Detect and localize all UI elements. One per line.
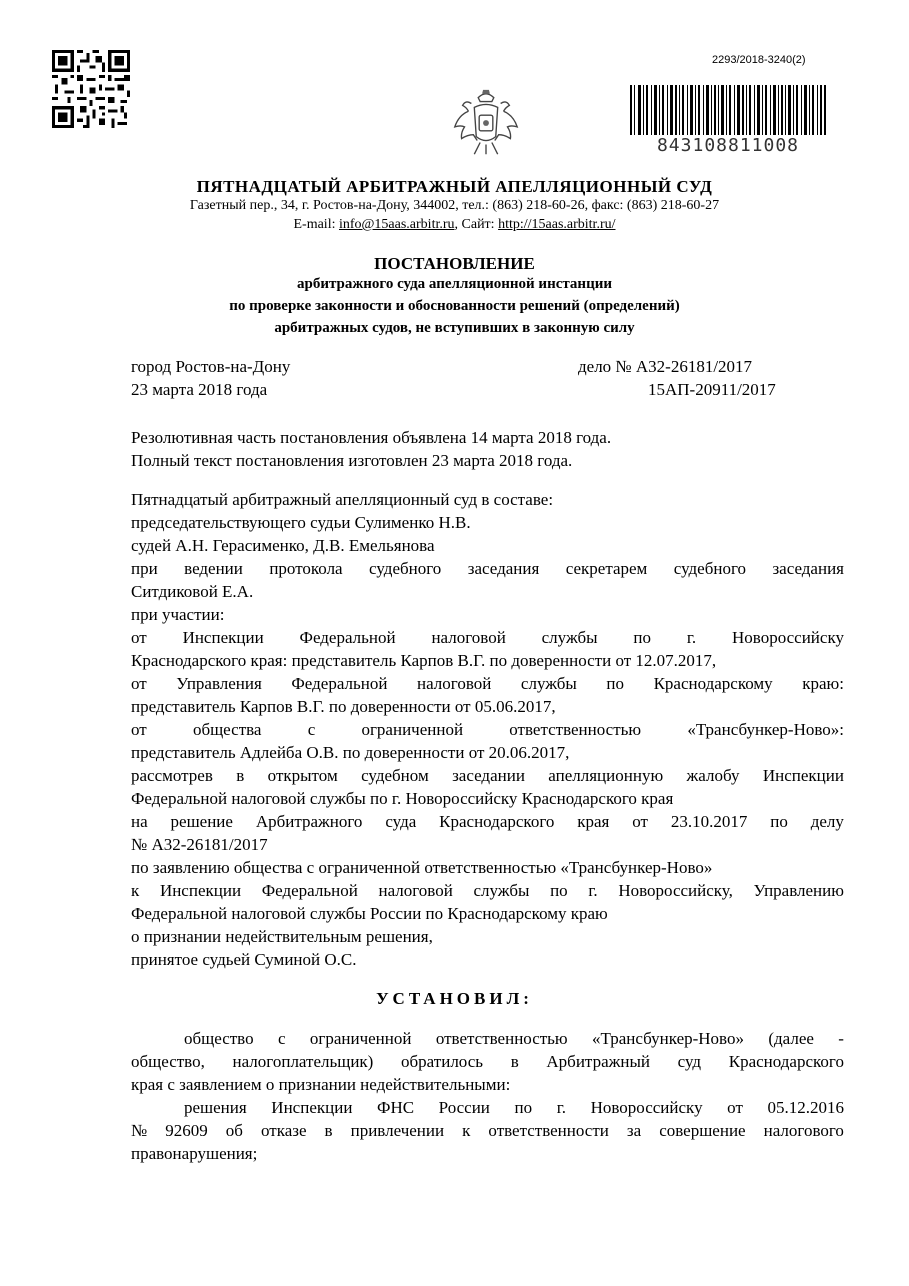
word: Новороссийску bbox=[590, 1098, 703, 1117]
site-link[interactable]: http://15aas.arbitr.ru/ bbox=[498, 217, 616, 232]
word: к bbox=[462, 1121, 471, 1140]
word: делу bbox=[810, 812, 844, 831]
justified-line bbox=[131, 1121, 844, 1141]
word: общество bbox=[184, 1029, 254, 1048]
word: Управления bbox=[176, 674, 262, 693]
word: к bbox=[131, 881, 140, 900]
word: общество, bbox=[131, 1052, 205, 1071]
word: при bbox=[131, 559, 158, 578]
word: заседания bbox=[772, 559, 844, 578]
body-line: представитель Карпов В.Г. по доверенности от 05.06.2017, bbox=[131, 697, 556, 716]
word: «Трансбункер-Ново» bbox=[592, 1029, 744, 1048]
word: в bbox=[236, 766, 245, 785]
word: Новороссийску, bbox=[618, 881, 733, 900]
appeal-number: 15АП-20911/2017 bbox=[648, 380, 776, 399]
word: № bbox=[131, 1121, 148, 1140]
body-line: при участии: bbox=[131, 605, 225, 624]
document-subtitle-1: арбитражного суда апелляционной инстанции bbox=[296, 276, 612, 292]
word: по bbox=[606, 674, 624, 693]
word: рассмотрев bbox=[131, 766, 213, 785]
word: отказе bbox=[260, 1121, 307, 1140]
document-subtitle-2: по проверке законности и обоснованности решений (определений) bbox=[229, 298, 680, 314]
site-label: , Сайт: bbox=[454, 217, 499, 232]
word: налогового bbox=[763, 1121, 844, 1140]
word: протокола bbox=[269, 559, 343, 578]
word: краю: bbox=[802, 674, 844, 693]
word: по bbox=[770, 812, 788, 831]
word: апелляционную bbox=[548, 766, 664, 785]
word: привлечении bbox=[350, 1121, 445, 1140]
word: ограниченной bbox=[309, 1029, 412, 1048]
word: открытом bbox=[267, 766, 338, 785]
word: суд bbox=[677, 1052, 702, 1071]
case-number: дело № А32-26181/2017 bbox=[578, 357, 753, 376]
word: ответственности bbox=[488, 1121, 609, 1140]
word: Арбитражного bbox=[255, 812, 363, 831]
word: налоговой bbox=[378, 881, 453, 900]
word: от bbox=[131, 720, 147, 739]
barcode bbox=[630, 85, 826, 141]
qr-code bbox=[52, 50, 130, 128]
word: по bbox=[514, 1098, 533, 1117]
word: решения bbox=[184, 1098, 247, 1117]
body-line: председательствующего судьи Сулименко Н.В. bbox=[131, 513, 471, 532]
word: России bbox=[438, 1098, 490, 1117]
word: об bbox=[225, 1121, 243, 1140]
word: по bbox=[550, 881, 568, 900]
word: Краснодарского bbox=[439, 812, 555, 831]
body-line: № А32-26181/2017 bbox=[131, 835, 268, 854]
barcode-digits: 843108811008 bbox=[656, 135, 800, 156]
word: налогоплательщик) bbox=[232, 1052, 374, 1071]
word: Федеральной bbox=[261, 881, 358, 900]
word: заседания bbox=[467, 559, 540, 578]
word: (далее bbox=[768, 1029, 814, 1048]
word: в bbox=[324, 1121, 333, 1140]
justified-line bbox=[184, 1098, 844, 1118]
word: ограниченной bbox=[361, 720, 464, 739]
word: Новороссийску bbox=[732, 628, 844, 647]
justified-line bbox=[131, 674, 844, 694]
word: по bbox=[633, 628, 651, 647]
word: от bbox=[632, 812, 648, 831]
word: с bbox=[307, 720, 316, 739]
word: Арбитражный bbox=[546, 1052, 650, 1071]
word: за bbox=[626, 1121, 642, 1140]
justified-line bbox=[131, 559, 844, 579]
word: г. bbox=[556, 1098, 567, 1117]
word: общества bbox=[192, 720, 262, 739]
word: секретарем bbox=[565, 559, 648, 578]
word: 23.10.2017 bbox=[670, 812, 748, 831]
body-line: Краснодарского края: представитель Карпов В.Г. по доверенности от 12.07.2017, bbox=[131, 651, 717, 670]
body-line: Федеральной налоговой службы России по Краснодарскому краю bbox=[131, 904, 608, 923]
justified-line bbox=[131, 766, 844, 786]
word: в bbox=[510, 1052, 519, 1071]
document-subtitle-3: арбитражных судов, не вступивших в законную силу bbox=[274, 320, 635, 336]
court-name: ПЯТНАДЦАТЫЙ АРБИТРАЖНЫЙ АПЕЛЛЯЦИОННЫЙ СУД bbox=[196, 177, 713, 196]
word: заседании bbox=[452, 766, 525, 785]
body-line: Ситдиковой Е.А. bbox=[131, 582, 254, 601]
justified-line bbox=[131, 628, 844, 648]
body-line: по заявлению общества с ограниченной ответственностью «Трансбункер-Ново» bbox=[131, 858, 713, 877]
word: судебном bbox=[361, 766, 429, 785]
word: «Трансбункер-Ново»: bbox=[687, 720, 844, 739]
word: Краснодарского bbox=[728, 1052, 844, 1071]
body-line: принятое судьей Суминой О.С. bbox=[131, 950, 357, 969]
word: суда bbox=[385, 812, 417, 831]
full-text-made: Полный текст постановления изготовлен 23 марта 2018 года. bbox=[131, 451, 573, 470]
justified-line bbox=[184, 1029, 844, 1049]
body-line: правонарушения; bbox=[131, 1144, 258, 1163]
word: 05.12.2016 bbox=[767, 1098, 844, 1117]
body-line: Пятнадцатый арбитражный апелляционный суд в составе: bbox=[131, 490, 554, 509]
word: обратилось bbox=[401, 1052, 484, 1071]
word: - bbox=[838, 1029, 844, 1048]
word: службы bbox=[473, 881, 530, 900]
word: судебного bbox=[369, 559, 442, 578]
word: г. bbox=[588, 881, 598, 900]
word: Инспекции bbox=[182, 628, 264, 647]
word: края bbox=[577, 812, 610, 831]
word: ответственностью bbox=[509, 720, 642, 739]
email-label: E-mail: bbox=[293, 217, 339, 232]
word: налоговой bbox=[431, 628, 506, 647]
word: от bbox=[131, 628, 147, 647]
word: на bbox=[131, 812, 148, 831]
word: Федеральной bbox=[299, 628, 396, 647]
word: ответственностью bbox=[435, 1029, 568, 1048]
case-code: 2293/2018-3240(2) bbox=[712, 54, 806, 66]
court-contacts bbox=[0, 217, 909, 233]
resolution-announced: Резолютивная часть постановления объявлена 14 марта 2018 года. bbox=[131, 428, 612, 447]
word: Управлению bbox=[753, 881, 844, 900]
word: судебного bbox=[673, 559, 746, 578]
word: Инспекции bbox=[271, 1098, 353, 1117]
city: город Ростов-на-Дону bbox=[131, 357, 291, 376]
justified-line bbox=[131, 881, 844, 901]
word: ФНС bbox=[377, 1098, 415, 1117]
word: совершение bbox=[659, 1121, 746, 1140]
word: Краснодарскому bbox=[653, 674, 773, 693]
section-heading: УСТАНОВИЛ: bbox=[376, 989, 533, 1008]
word: от bbox=[131, 674, 147, 693]
body-line: представитель Адлейба О.В. по доверенности от 20.06.2017, bbox=[131, 743, 570, 762]
justified-line bbox=[131, 1052, 844, 1072]
body-line: Федеральной налоговой службы по г. Новороссийску Краснодарского края bbox=[131, 789, 674, 808]
body-line: о признании недействительным решения, bbox=[131, 927, 433, 946]
court-address: Газетный пер., 34, г. Ростов-на-Дону, 344002, тел.: (863) 218-60-26, факс: (863) 218-60-27 bbox=[189, 198, 720, 213]
word: налоговой bbox=[417, 674, 492, 693]
word: Инспекции bbox=[762, 766, 844, 785]
justified-line bbox=[131, 812, 844, 832]
word: г. bbox=[686, 628, 697, 647]
word: ведении bbox=[184, 559, 243, 578]
word: 92609 bbox=[165, 1121, 208, 1140]
word: решение bbox=[170, 812, 233, 831]
document-date: 23 марта 2018 года bbox=[131, 380, 268, 399]
justified-line bbox=[131, 720, 844, 740]
document-title: ПОСТАНОВЛЕНИЕ bbox=[374, 254, 535, 273]
word: Федеральной bbox=[291, 674, 388, 693]
word: жалобу bbox=[686, 766, 740, 785]
coat-of-arms-icon bbox=[447, 84, 525, 162]
word: Инспекции bbox=[159, 881, 242, 900]
word: службы bbox=[520, 674, 577, 693]
word: службы bbox=[541, 628, 598, 647]
body-line: судей А.Н. Герасименко, Д.В. Емельянова bbox=[131, 536, 435, 555]
email-link[interactable]: info@15aas.arbitr.ru bbox=[338, 217, 455, 232]
body-line: края с заявлением о признании недействительными: bbox=[131, 1075, 511, 1094]
word: с bbox=[277, 1029, 286, 1048]
word: от bbox=[727, 1098, 743, 1117]
